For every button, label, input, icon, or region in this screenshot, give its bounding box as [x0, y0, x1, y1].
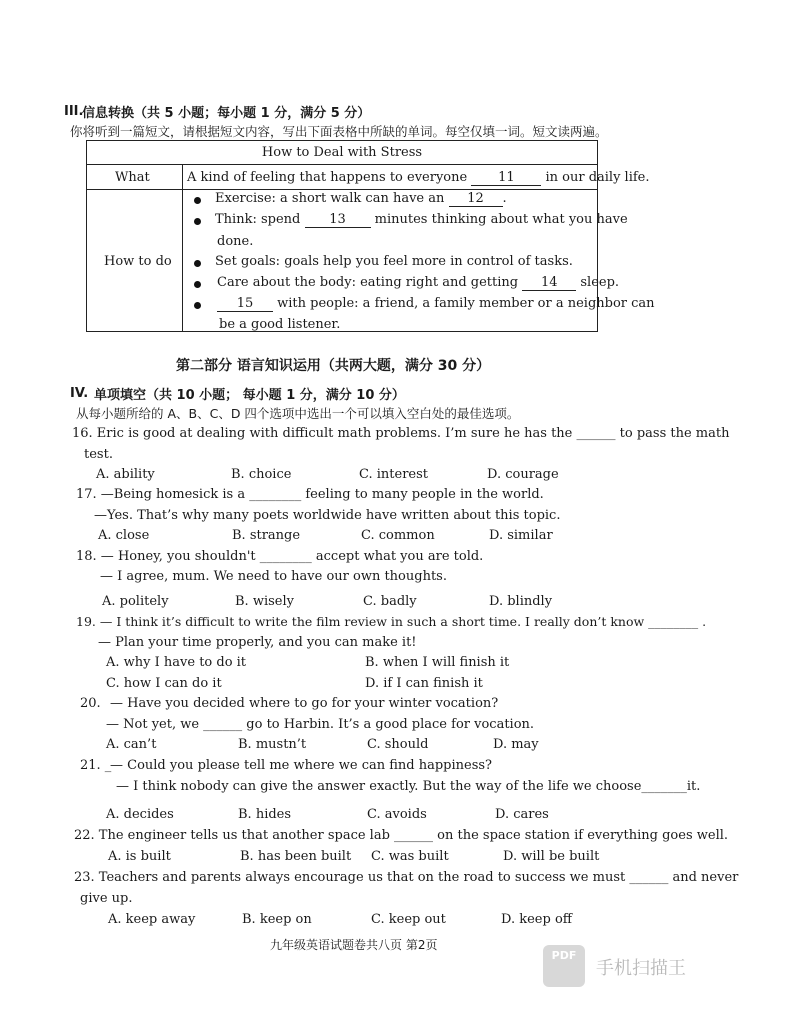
- think-text-after: minutes thinking about what you have: [374, 212, 628, 227]
- stress-table: [86, 140, 655, 332]
- question-16-option-d[interactable]: D. courage: [487, 467, 559, 482]
- question-22-option-a[interactable]: A. is built: [108, 849, 171, 864]
- question-19-stem-line2: — Plan your time properly, and you can make it!: [98, 635, 417, 650]
- watermark-text: 手机扫描王: [596, 958, 686, 979]
- question-20-option-a[interactable]: A. can’t: [106, 737, 157, 752]
- question-18-option-c[interactable]: C. badly: [363, 594, 417, 609]
- what-content: [187, 170, 650, 186]
- question-16-stem: 16. Eric is good at dealing with difficult math problems. I’m sure he has the ______ to pass the math: [72, 426, 730, 441]
- item-people: [217, 296, 655, 312]
- question-21-option-c[interactable]: C. avoids: [367, 807, 427, 822]
- question-21-stem-line2: — I think nobody can give the answer exactly. But the way of the life we choose_______it.: [116, 779, 701, 794]
- item-exercise: [215, 191, 507, 207]
- question-23-stem-line2: give up.: [80, 891, 133, 906]
- question-21-stem: — Could you please tell me where we can find happiness?: [110, 758, 493, 773]
- page-footer: 九年级英语试题卷共八页 第2页: [270, 938, 438, 952]
- question-16-option-c[interactable]: C. interest: [359, 467, 428, 482]
- pdf-badge-label: PDF: [551, 949, 577, 962]
- item-body: [217, 275, 619, 291]
- how-label: How to do: [104, 254, 172, 269]
- section-3-heading: 信息转换（共 5 小题；每小题 1 分，满分 5 分）: [82, 106, 371, 121]
- column-divider: [182, 165, 183, 331]
- what-text-before: A kind of feeling that happens to everyone: [187, 170, 468, 185]
- body-text: Care about the body: eating right and getting: [217, 275, 519, 290]
- question-20-option-b[interactable]: B. mustn’t: [238, 737, 307, 752]
- question-17-option-a[interactable]: A. close: [98, 528, 150, 543]
- question-23-stem: 23. Teachers and parents always encourage us that on the road to success we must ______ and never: [74, 870, 739, 885]
- bullet-icon: [194, 302, 201, 309]
- question-22-stem: 22. The engineer tells us that another space lab ______ on the space station if everything goes well.: [74, 828, 729, 843]
- question-19-option-a[interactable]: A. why I have to do it: [106, 655, 247, 670]
- question-20-number: 20.: [80, 696, 101, 711]
- question-22-option-c[interactable]: C. was built: [371, 849, 449, 864]
- people-text: with people: a friend, a family member or a neighbor can: [277, 296, 655, 311]
- section-4-roman: IV.: [70, 386, 89, 401]
- question-19-option-c[interactable]: C. how I can do it: [106, 676, 222, 691]
- question-21-number: 21. _: [80, 758, 112, 773]
- question-18-option-d[interactable]: D. blindly: [489, 594, 553, 609]
- pdf-badge-icon: [543, 945, 585, 987]
- question-17-stem: 17. —Being homesick is a ________ feeling to many people in the world.: [76, 487, 544, 502]
- part-2-heading: 第二部分 语言知识运用（共两大题，满分 30 分）: [176, 358, 491, 374]
- item-think: [215, 212, 628, 228]
- question-20-stem-line2: — Not yet, we ______ go to Harbin. It’s a good place for vocation.: [106, 717, 535, 732]
- exercise-period: .: [502, 191, 507, 206]
- bullet-icon: [194, 218, 201, 225]
- question-16-option-b[interactable]: B. choice: [231, 467, 292, 482]
- section-4-heading: 单项填空（共 10 小题； 每小题 1 分，满分 10 分）: [94, 388, 405, 403]
- question-20-stem: — Have you decided where to go for your winter vocation?: [110, 696, 499, 711]
- question-18-option-b[interactable]: B. wisely: [235, 594, 294, 609]
- bullet-icon: [194, 260, 201, 267]
- answer-blank-12[interactable]: 12: [449, 191, 503, 207]
- question-23-option-c[interactable]: C. keep out: [371, 912, 446, 927]
- question-23-option-b[interactable]: B. keep on: [242, 912, 312, 927]
- think-text: Think: spend: [215, 212, 301, 227]
- question-16-stem-line2: test.: [84, 447, 113, 462]
- question-21-option-a[interactable]: A. decides: [106, 807, 174, 822]
- question-19-option-b[interactable]: B. when I will finish it: [365, 655, 510, 670]
- exercise-text: Exercise: a short walk can have an: [215, 191, 445, 206]
- answer-blank-14[interactable]: 14: [522, 275, 576, 291]
- section-3-roman: III.: [64, 104, 84, 119]
- what-label: What: [115, 170, 150, 185]
- bullet-icon: [194, 281, 201, 288]
- answer-blank-11[interactable]: 11: [471, 170, 541, 186]
- question-18-stem-line2: — I agree, mum. We need to have our own thoughts.: [100, 569, 447, 584]
- question-17-option-d[interactable]: D. similar: [489, 528, 553, 543]
- people-line-2: be a good listener.: [219, 317, 341, 332]
- question-19-option-d[interactable]: D. if I can finish it: [365, 676, 483, 691]
- answer-blank-13[interactable]: 13: [305, 212, 371, 228]
- question-21-option-d[interactable]: D. cares: [495, 807, 549, 822]
- question-18-stem: 18. — Honey, you shouldn't ________ accept what you are told.: [76, 549, 484, 564]
- question-17-option-c[interactable]: C. common: [361, 528, 435, 543]
- bullet-icon: [194, 197, 201, 204]
- question-17-option-b[interactable]: B. strange: [232, 528, 301, 543]
- question-22-option-b[interactable]: B. has been built: [240, 849, 352, 864]
- question-19-stem: 19. — I think it’s difficult to write the film review in such a short time. I really don’t know ________ .: [76, 614, 707, 629]
- question-16-option-a[interactable]: A. ability: [96, 467, 155, 482]
- what-text-after: in our daily life.: [545, 170, 650, 185]
- question-18-option-a[interactable]: A. politely: [102, 594, 169, 609]
- question-22-option-d[interactable]: D. will be built: [503, 849, 600, 864]
- row-divider: [87, 189, 597, 190]
- question-21-option-b[interactable]: B. hides: [238, 807, 292, 822]
- question-20-option-d[interactable]: D. may: [493, 737, 539, 752]
- question-17-stem-line2: —Yes. That’s why many poets worldwide have written about this topic.: [94, 508, 561, 523]
- body-text-after: sleep.: [580, 275, 620, 290]
- table-title: How to Deal with Stress: [87, 141, 597, 165]
- section-4-instruction: 从每小题所给的 A、B、C、D 四个选项中选出一个可以填入空白处的最佳选项。: [76, 406, 520, 421]
- answer-blank-15[interactable]: 15: [217, 296, 273, 312]
- item-goals: Set goals: goals help you feel more in control of tasks.: [215, 254, 573, 269]
- question-20-option-c[interactable]: C. should: [367, 737, 429, 752]
- section-3-instruction: 你将听到一篇短文，请根据短文内容，写出下面表格中所缺的单词。每空仅填一词。短文读两遍。: [70, 124, 608, 139]
- think-line-2: done.: [217, 234, 254, 249]
- question-23-option-a[interactable]: A. keep away: [108, 912, 196, 927]
- question-23-option-d[interactable]: D. keep off: [501, 912, 573, 927]
